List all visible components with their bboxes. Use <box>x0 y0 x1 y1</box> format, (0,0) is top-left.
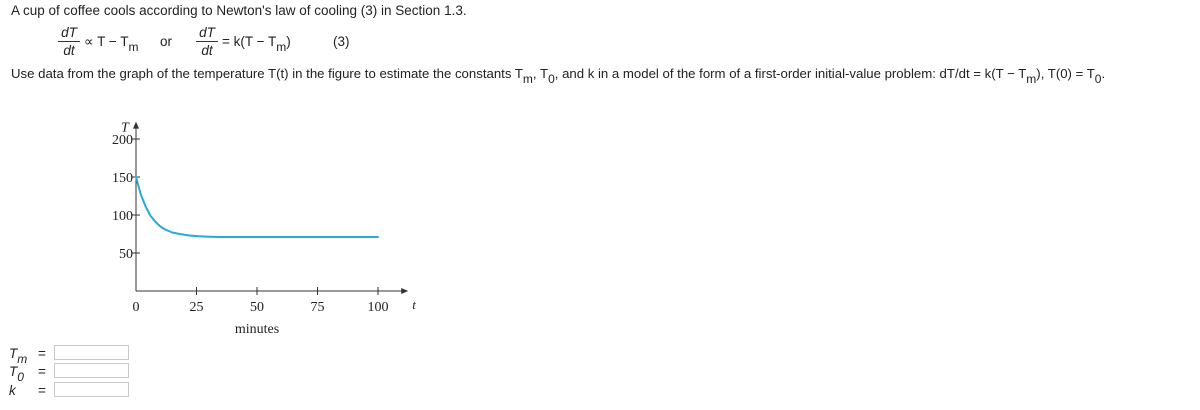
y-tick-label: 200 <box>112 133 133 148</box>
x-tick-label: 50 <box>250 300 264 315</box>
equals-sign: = <box>38 383 46 398</box>
fraction-bar <box>58 41 80 42</box>
k-expression: = k(T − Tm) <box>222 34 291 54</box>
instruction-tail: ), T(0) = T <box>1036 66 1095 81</box>
subscript-m: m <box>522 72 533 86</box>
fraction-numerator: dT <box>199 25 215 40</box>
fraction-dT-dt-left <box>58 25 80 58</box>
answer-label-k <box>9 383 16 398</box>
y-tick-label: 150 <box>112 171 133 186</box>
temperature-chart <box>100 92 520 337</box>
x-tick-label: 25 <box>189 300 204 315</box>
x-axis-variable-label: t <box>412 297 416 312</box>
answer-label-text: T <box>9 364 18 379</box>
t0-answer-input[interactable] <box>54 363 129 378</box>
y-tick-label: 50 <box>119 247 133 262</box>
fraction-dT-dt-right <box>196 25 218 58</box>
answer-label-sub: m <box>17 352 28 366</box>
tm-answer-input[interactable] <box>54 345 129 360</box>
x-tick-label: 75 <box>310 300 325 315</box>
temperature-curve <box>136 177 378 237</box>
fraction-denominator: dt <box>63 43 75 58</box>
subscript-0: 0 <box>548 72 555 86</box>
subscript-0: 0 <box>1094 72 1102 86</box>
y-axis-arrow-icon <box>133 122 139 129</box>
equals-sign: = <box>38 364 46 379</box>
k-expression-text: = k(T − T <box>222 34 277 49</box>
x-axis-arrow-icon <box>401 288 408 294</box>
answer-label-tm <box>9 346 28 366</box>
proportional-text: ∝ T − T <box>84 34 129 49</box>
answer-label-sub: 0 <box>17 370 24 384</box>
instruction-end: , and k in a model of the form of a first-order initial-value problem: dT/dt = k(T − T <box>554 66 1027 81</box>
equation-or: or <box>160 34 173 49</box>
instruction-line: Use data from the graph of the temperature T(t) in the figure to estimate the constants Tm, T0, and k in a model of the form of a first-order initial-value problem: dT/dt = k(T − Tm), T(0) = T0. <box>11 66 1106 86</box>
subscript-m: m <box>276 40 287 54</box>
problem-intro: A cup of coffee cools according to Newton's law of cooling (3) in Section 1.3. <box>11 3 467 18</box>
proportional-expression <box>84 34 139 54</box>
fraction-bar <box>196 41 218 42</box>
answer-label-text: T <box>9 346 18 361</box>
instruction-text: Use data from the graph of the temperature T(t) in the figure to estimate the constants T <box>11 66 523 81</box>
x-tick-label: 100 <box>367 300 389 315</box>
fraction-denominator: dt <box>201 43 213 58</box>
equals-sign: = <box>38 346 46 361</box>
k-answer-input[interactable] <box>54 382 129 397</box>
answer-label-text: k <box>9 383 16 398</box>
fraction-numerator: dT <box>61 25 77 40</box>
answer-label-t0 <box>9 364 24 384</box>
subscript-m: m <box>1026 72 1037 86</box>
y-axis-label: T <box>121 120 129 136</box>
instruction-mid: , T <box>532 66 549 81</box>
subscript-m: m <box>128 40 139 54</box>
x-tick-label: 0 <box>132 300 140 315</box>
equation-number: (3) <box>333 34 350 49</box>
y-tick-label: 100 <box>112 209 133 224</box>
x-axis-label: minutes <box>234 322 280 337</box>
